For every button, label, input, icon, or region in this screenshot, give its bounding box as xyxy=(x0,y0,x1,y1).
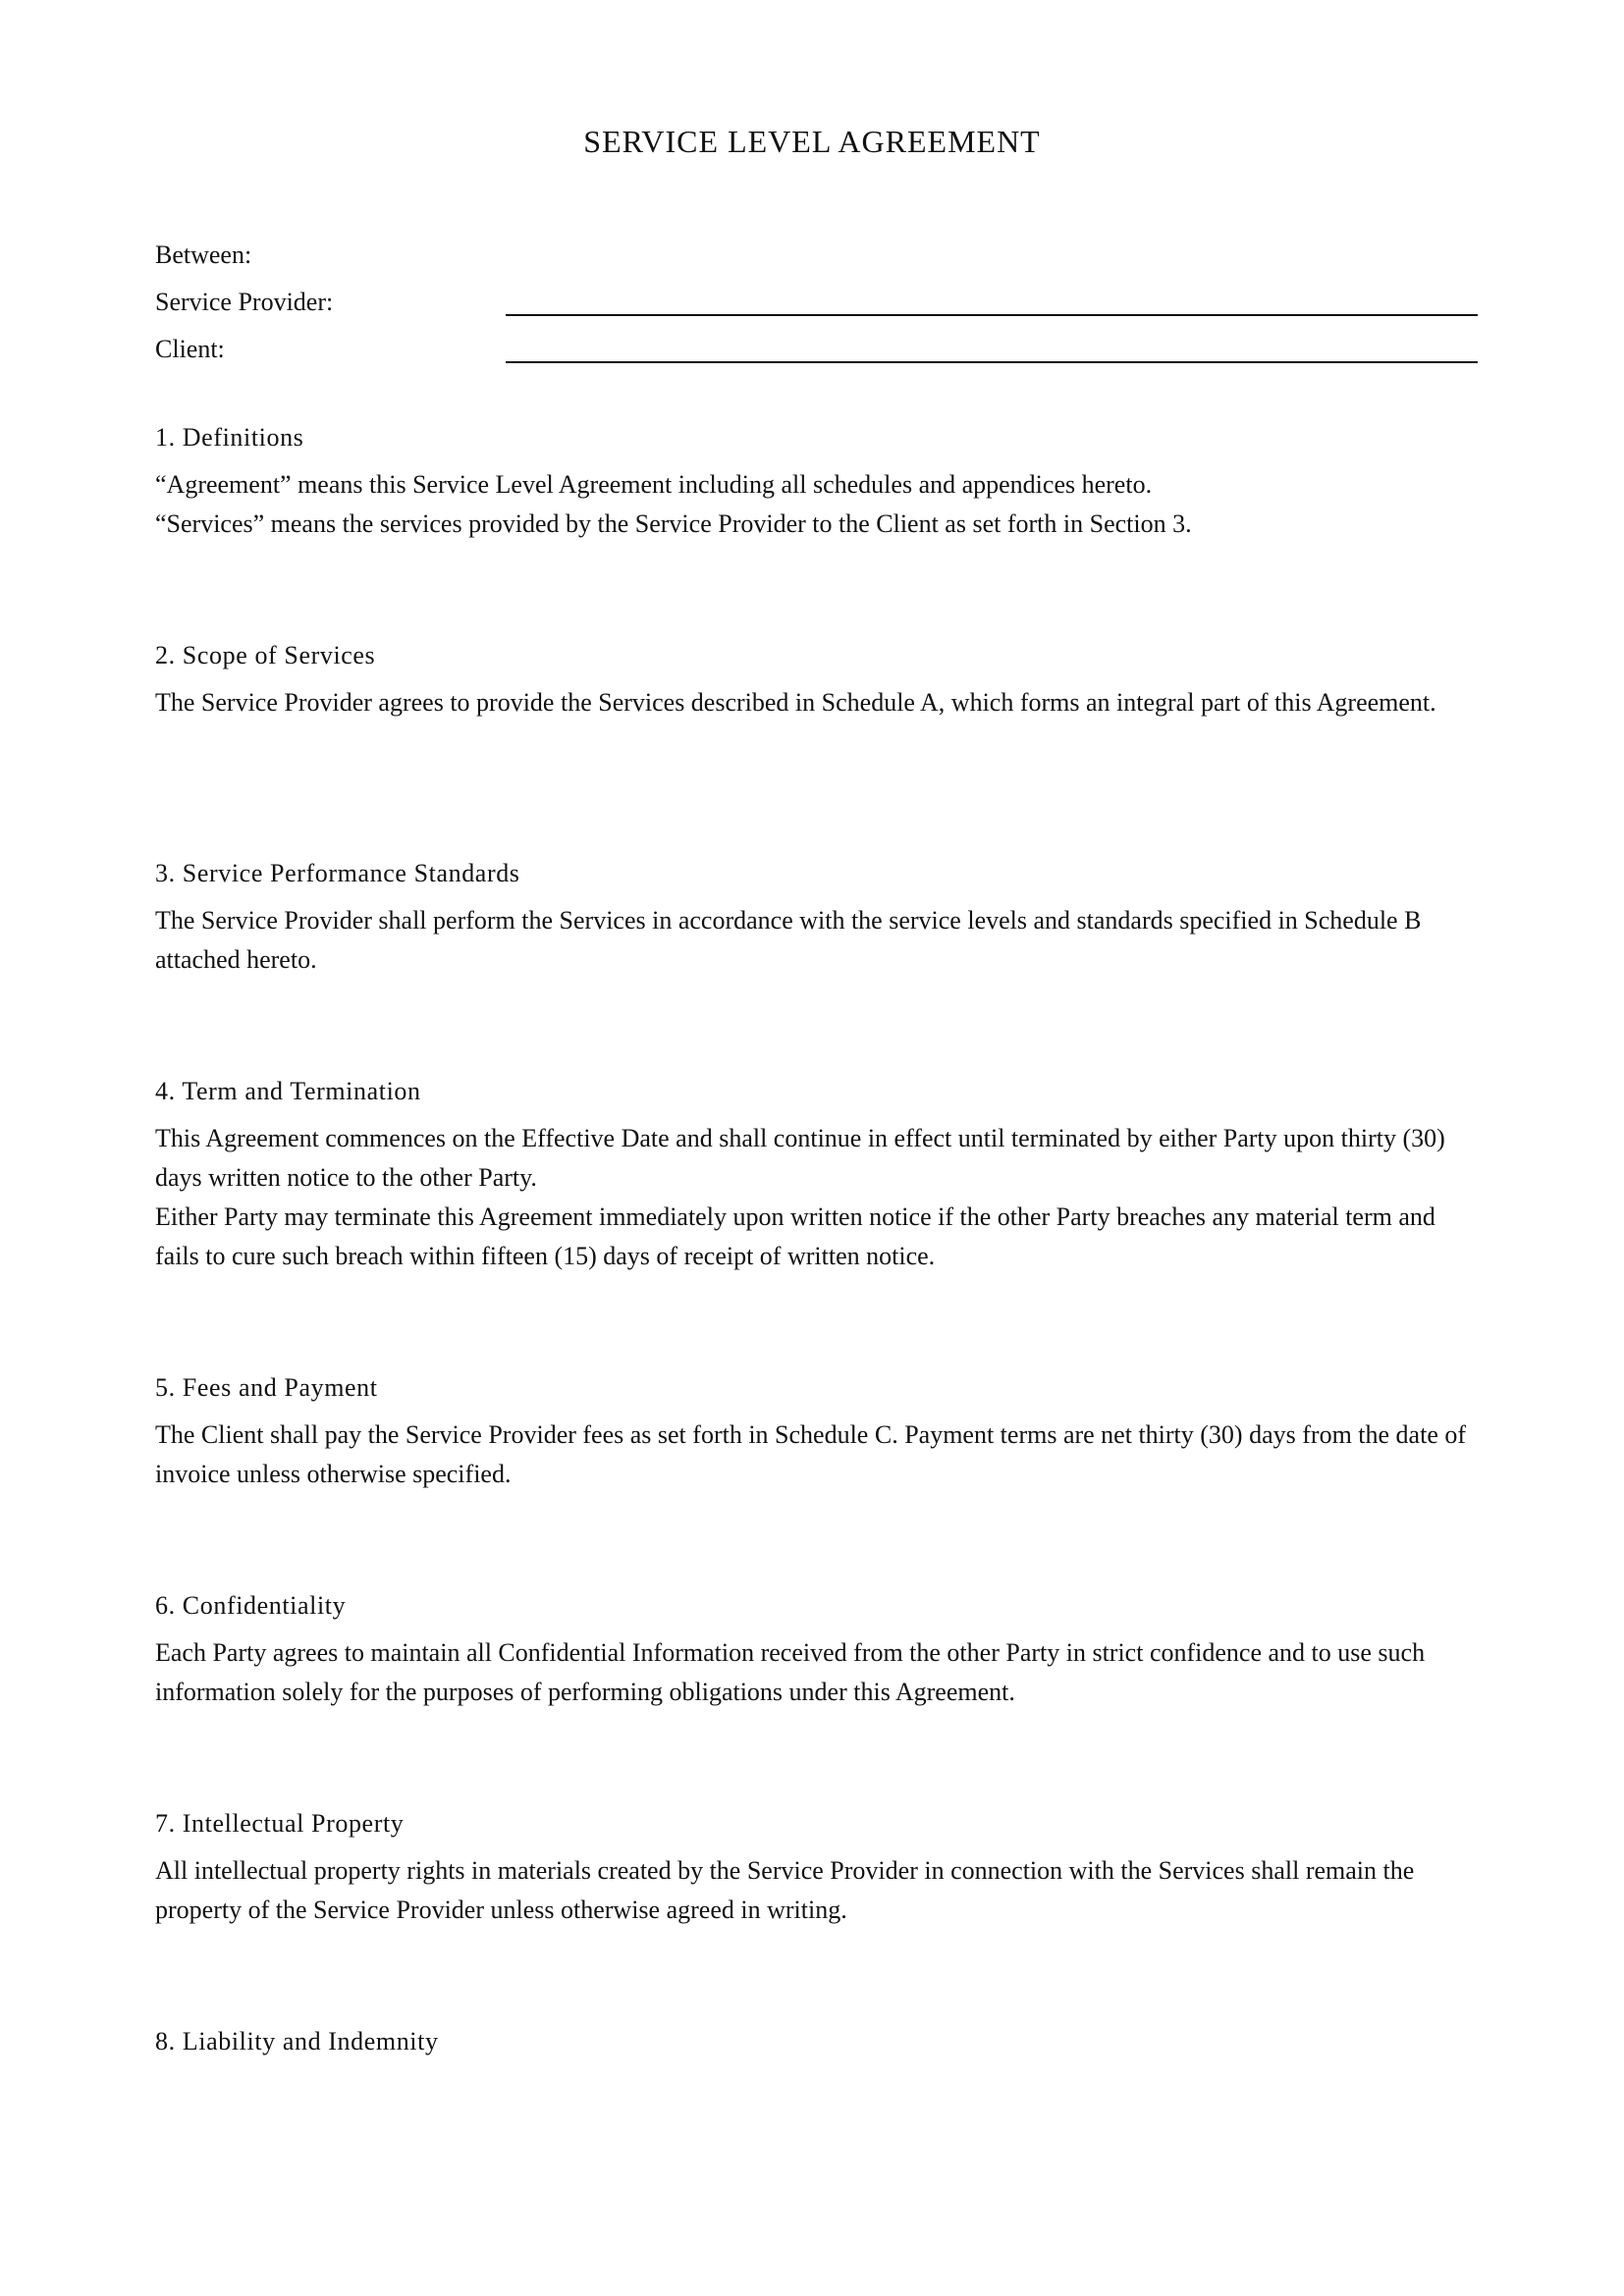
parties-block xyxy=(155,238,1481,379)
section-paragraph: All intellectual property rights in materials created by the Service Provider in connection with the Services shall remain the property of the Service Provider unless otherwise agreed in writing. xyxy=(155,1856,1415,1924)
sections-container xyxy=(155,420,1481,2083)
section-fees-and-payment xyxy=(155,1370,1481,1588)
section-scope-of-services xyxy=(155,638,1481,856)
section-paragraph: The Service Provider shall perform the Services in accordance with the service levels and standards specified in Schedule B attached hereto. xyxy=(155,906,1422,974)
between-label: Between: xyxy=(155,240,252,269)
section-body xyxy=(155,1415,1481,1494)
section-body xyxy=(155,1851,1481,1930)
section-paragraph: The Client shall pay the Service Provider fees as set forth in Schedule C. Payment terms are net thirty (30) days from the date of invoice unless otherwise specified. xyxy=(155,1420,1467,1488)
section-term-and-termination xyxy=(155,1074,1481,1370)
section-paragraph: This Agreement commences on the Effective Date and shall continue in effect until terminated by either Party upon thirty (30) days written notice to the other Party. xyxy=(155,1124,1445,1192)
section-intellectual-property xyxy=(155,1806,1481,2024)
section-confidentiality xyxy=(155,1588,1481,1806)
section-liability-and-indemnity xyxy=(155,2024,1481,2083)
service-provider-row xyxy=(155,285,1481,332)
section-paragraph: “Services” means the services provided by the Service Provider to the Client as set forth in Section 3. xyxy=(155,509,1192,538)
client-blank-line[interactable] xyxy=(506,361,1478,363)
section-heading: 1. Definitions xyxy=(155,423,304,452)
section-body xyxy=(155,465,1481,544)
service-provider-label: Service Provider: xyxy=(155,288,334,316)
section-paragraph: Each Party agrees to maintain all Confidential Information received from the other Party in strict confidence and to use such information solely for the purposes of performing obligations under this Agreement. xyxy=(155,1638,1426,1706)
section-heading: 2. Scope of Services xyxy=(155,641,376,669)
section-body xyxy=(155,683,1481,722)
section-heading: 6. Confidentiality xyxy=(155,1591,347,1620)
section-paragraph: Either Party may terminate this Agreement immediately upon written notice if the other Party breaches any material term and fails to cure such breach within fifteen (15) days of receipt of written notice. xyxy=(155,1202,1435,1270)
client-row xyxy=(155,332,1481,379)
section-body xyxy=(155,901,1481,980)
service-provider-blank-line[interactable] xyxy=(506,314,1478,316)
section-definitions xyxy=(155,420,1481,638)
section-paragraph: The Service Provider agrees to provide the Services described in Schedule A, which forms an integral part of this Agreement. xyxy=(155,688,1436,717)
section-service-performance-standards xyxy=(155,856,1481,1074)
section-heading: 8. Liability and Indemnity xyxy=(155,2027,439,2056)
section-heading: 4. Term and Termination xyxy=(155,1077,421,1105)
section-heading: 3. Service Performance Standards xyxy=(155,859,520,887)
section-paragraph: “Agreement” means this Service Level Agreement including all schedules and appendices hereto. xyxy=(155,470,1153,499)
between-row xyxy=(155,238,1481,285)
section-heading: 7. Intellectual Property xyxy=(155,1809,405,1838)
section-body xyxy=(155,1633,1481,1712)
section-heading: 5. Fees and Payment xyxy=(155,1373,378,1402)
document-title: SERVICE LEVEL AGREEMENT xyxy=(583,124,1041,159)
client-label: Client: xyxy=(155,335,225,363)
section-body xyxy=(155,1119,1481,1276)
